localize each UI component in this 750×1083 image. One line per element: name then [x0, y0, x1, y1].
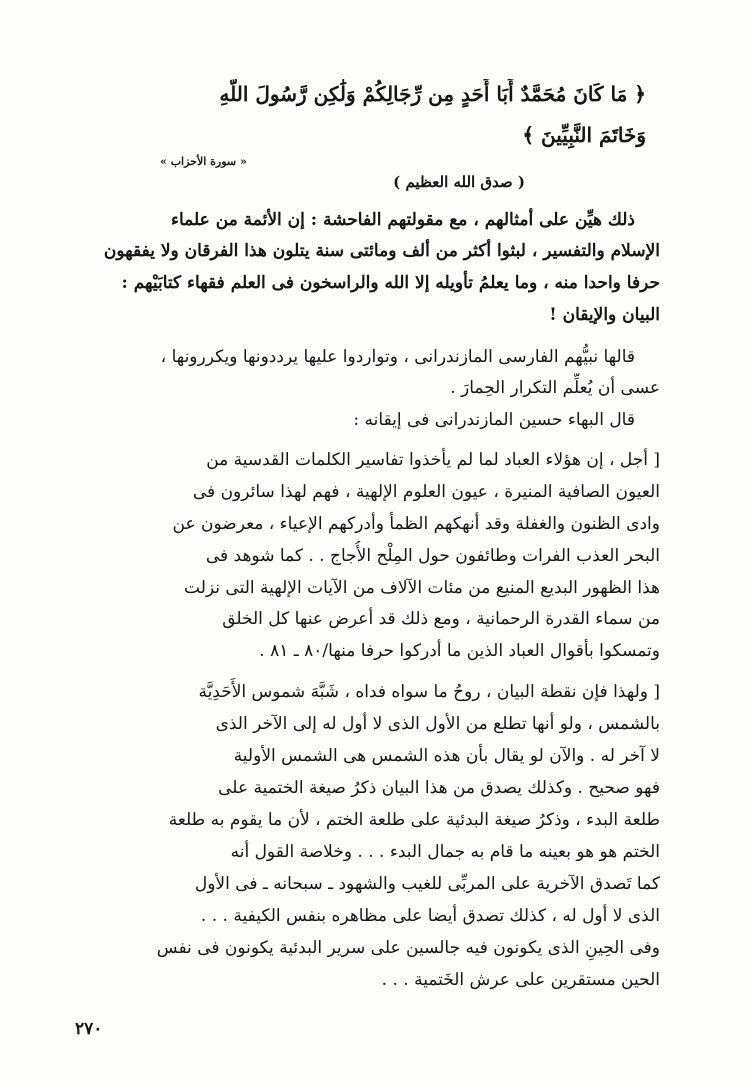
sadaq-formula: ( صدق الله العظيم ) [393, 173, 525, 191]
quote-line: الختم هو هو بعينه ما قام به جمال البدء . . . وخلاصة القول أنه [230, 842, 660, 862]
paragraph-line: قالها نبيُّهم الفارسى المازندرانى ، وتواردوا عليها يرددونها ويكررونها ، [160, 347, 635, 367]
quote-line: وادى الظنون والغفلة وقد أنهكهم الظمأ وأدركهم الإعياء ، معرضون عن [172, 514, 660, 534]
quote-line: العيون الصافية المنيرة ، عيون العلوم الإلهية ، فهم لهذا سائرون فى [192, 482, 660, 502]
quran-verse-line-1: ﴿ مَا كَانَ مُحَمَّدٌ أَبَا أَحَدٍ مِن رِّجَالِكُمْ وَلَٰكِن رَّسُولَ اللَّهِ [219, 82, 646, 106]
quote-line: وفى الحِينِ الذى يكونون فيه جالسين على سرير البدئية يكونون فى نفس [156, 938, 660, 958]
page-number: ٢٧٠ [75, 1019, 103, 1039]
quote-line: لا آخر له . والآن لو يقال بأن هذه الشمس هى الشمس الأولية [233, 746, 660, 766]
quran-verse-line-2: وَخَاتَمَ النَّبِيِّينَ ﴾ [522, 123, 646, 147]
quote-line: الذى لا أول له ، كذلك تصدق أيضا على مظاهره بنفس الكيفية . . . [200, 906, 660, 926]
paragraph-line: الإسلام والتفسير ، لبثوا أكثر من ألف ومائتى سنة يتلون هذا الفرقان ولا يفقهون [103, 241, 660, 261]
quote-line: بالشمس ، ولو أنها تطلع من الأول الذى لا أول له إلى الآخر الذى [215, 714, 660, 734]
quote-line: من سماء القدرة الرحمانية ، ومع ذلك قد أعرض عنها كل الخلق [222, 609, 660, 629]
paragraph-line: قال البهاء حسين المازندرانى فى إيقانه : [353, 410, 635, 430]
quote-line: [ أجل ، إن هؤلاء العباد لما لم يأخذوا تفاسير الكلمات القدسية من [206, 450, 660, 470]
paragraph-line: عسى أن يُعلِّم التكرار الحِمارَ . [450, 378, 660, 398]
paragraph-line: ذلك هيِّن على أمثالهم ، مع مقولتهم الفاحشة : إن الأئمة من علماء [171, 210, 635, 230]
quote-line: وتمسكوا بأقوال العباد الذين ما أدركوا حرفا منها/٨٠ ـ ٨١ . [259, 641, 660, 661]
quote-line: البحر العذب الفرات وطائفون حول المِلْح الأُجاج . . كما شوهد فى [205, 546, 660, 566]
quote-line: [ ولهذا فإن نقطة البيان ، روحُ ما سواه فداه ، شَبَّهَ شموس الأَحَدِيَّة [198, 682, 660, 702]
quote-line: فهو صحيح . وكذلك يصدق من هذا البيان ذكرُ صيغة الختمية على [218, 778, 660, 798]
paragraph-line: حرفا واحدا منه ، وما يعلمُ تأويله إلا الله والراسخون فى العلم فقهاء كتابَيْهم : [121, 273, 660, 293]
quote-line: طلعة البدء ، وذكرُ صيغة البدئية على طلعة الختم ، لأن ما يقوم به طلعة [168, 810, 660, 830]
quote-line: هذا الظهور البديع المنيع من مئات الآلاف من الآيات الإلهية التى نزلت [184, 578, 660, 598]
quote-line: كما تَصدق الآخرية على المربِّى للغيب والشهود ـ سبحانه ـ فى الأول [194, 874, 660, 894]
surah-reference: « سورة الأحزاب » [160, 155, 247, 168]
quote-line: الحين مستقرين على عرش الخَتمية . . . [381, 970, 660, 990]
paragraph-line: البيان والإيقان ! [549, 305, 660, 325]
